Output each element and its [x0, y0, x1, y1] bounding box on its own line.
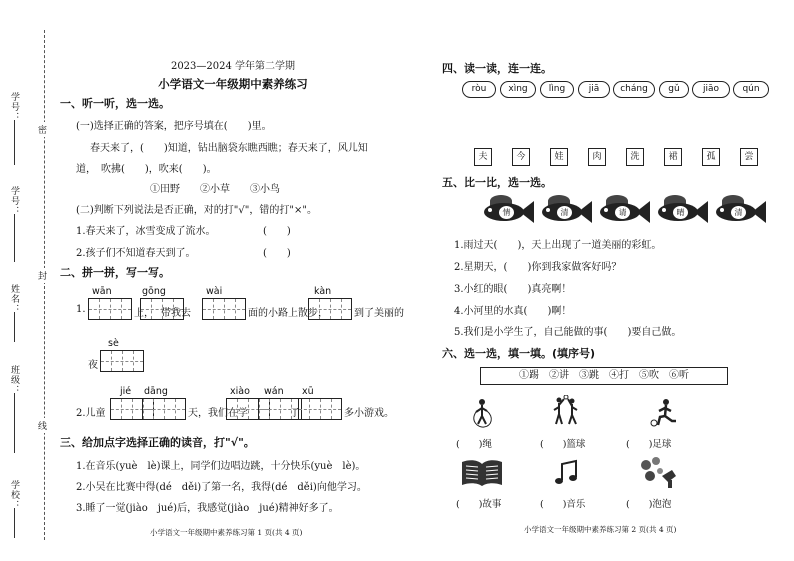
- binding-strip: [0, 0, 50, 561]
- s1-passage-line1: 春天来了，( )知道，钻出脑袋东瞧西瞧；春天来了，风儿知: [90, 143, 368, 154]
- pinyin-wan: wān: [92, 286, 112, 297]
- music-notes-icon: [552, 458, 584, 490]
- s2-text: 带我去: [161, 308, 191, 319]
- section-5-heading: 五、比一比，选一选。: [442, 176, 552, 189]
- binding-label-school: 学校：: [9, 480, 19, 510]
- page-2-footer: 小学语文一年级期中素养练习第 2 页(共 4 页): [524, 525, 677, 534]
- page-1: [58, 0, 408, 561]
- binding-fill-line: [14, 120, 15, 165]
- binding-label-id: 学号：: [9, 92, 19, 122]
- s5-q4: 4.小河里的水真( )啊！: [454, 306, 572, 317]
- page-1-footer: 小学语文一年级期中素养练习第 1 页(共 4 页): [150, 528, 303, 537]
- char-box-chang[interactable]: 尝: [740, 148, 758, 166]
- pinyin-jie: jié: [120, 386, 132, 397]
- s2-text: 天，我们在学: [188, 408, 248, 419]
- s1-part2-instruction: (二)判断下列说法是否正确，对的打"√"，错的打"×"。: [76, 205, 317, 216]
- char-box-jin[interactable]: 今: [512, 148, 530, 166]
- fish-icon: [534, 195, 594, 227]
- basketball-players-icon: [550, 395, 582, 427]
- fish-char: 晴: [672, 205, 689, 220]
- pinyin-oval-chang[interactable]: cháng: [613, 81, 655, 98]
- jump-rope-icon: [468, 397, 500, 429]
- char-box-fu[interactable]: 夫: [474, 148, 492, 166]
- char-box-qun[interactable]: 裙: [664, 148, 682, 166]
- s2-q2-number: 2.儿童: [76, 408, 106, 419]
- fish-char: 情: [498, 205, 515, 220]
- cut-mark-mi: 密: [38, 122, 47, 137]
- binding-label-id-2: 学号：: [9, 186, 19, 216]
- s1-passage-line2: 道， 吹拂( )，吹来( )。: [76, 164, 217, 175]
- s2-text: 了: [290, 408, 300, 419]
- s1-q1: 1.春天来了，冰雪变成了流水。: [76, 226, 216, 237]
- fish-char: 清: [556, 205, 573, 220]
- s6-label-story: ( )故事: [456, 499, 502, 510]
- s6-label-basketball: ( )篮球: [540, 439, 586, 450]
- pinyin-wan2: wán: [264, 386, 284, 397]
- pinyin-gong: gōng: [142, 286, 166, 297]
- pinyin-xiao: xiào: [230, 386, 250, 397]
- fish-icon: [592, 195, 652, 227]
- pinyin-wai: wài: [206, 286, 223, 297]
- pinyin-oval-xing[interactable]: xìng: [500, 81, 536, 98]
- s5-q3: 3.小红的眼( )真亮啊！: [454, 284, 572, 295]
- bubble-blower-icon: [638, 456, 678, 490]
- s6-label-football: ( )足球: [626, 439, 672, 450]
- s2-q1-number: 1.: [76, 304, 86, 315]
- fish-char: 清: [730, 205, 747, 220]
- binding-fill-line: [14, 393, 15, 453]
- binding-fill-line: [14, 214, 15, 262]
- pinyin-oval-jia[interactable]: jiā: [578, 81, 610, 98]
- section-3-heading: 三、给加点字选择正确的读音，打"√"。: [60, 436, 255, 449]
- s1-q2: 2.孩子们不知道春天到了。: [76, 248, 196, 259]
- writing-grid-se[interactable]: [100, 350, 144, 372]
- fish-char: 请: [614, 205, 631, 220]
- cut-mark-feng: 封: [38, 268, 47, 283]
- s1-q1-answer[interactable]: ( ): [263, 226, 291, 237]
- pinyin-oval-ling[interactable]: lìng: [540, 81, 574, 98]
- binding-dashed-line: [44, 30, 45, 540]
- pinyin-oval-qun[interactable]: qún: [733, 81, 769, 98]
- binding-label-class: 班级：: [9, 365, 19, 395]
- pinyin-oval-gu[interactable]: gǔ: [659, 81, 689, 98]
- writing-grid-wan[interactable]: [88, 298, 132, 320]
- fish-icon: [476, 195, 536, 227]
- s1-q2-answer[interactable]: ( ): [263, 248, 291, 259]
- s1-part1-instruction: (一)选择正确的答案，把序号填在( )里。: [76, 121, 272, 132]
- pinyin-kan: kàn: [314, 286, 332, 297]
- binding-fill-line: [14, 312, 15, 342]
- page-2: [440, 0, 785, 561]
- s6-choices: ①踢 ②讲 ③跳 ④打 ⑤吹 ⑥听: [480, 367, 728, 385]
- pinyin-xu: xū: [302, 386, 314, 397]
- s3-q3: 3.睡了一觉(jiào jué)后，我感觉(jiào jué)精神好多了。: [76, 503, 339, 514]
- exam-title: 小学语文一年级期中素养练习: [158, 77, 308, 91]
- binding-label-name: 姓名：: [9, 284, 19, 314]
- writing-grid-dang[interactable]: [142, 398, 186, 420]
- s5-q5: 5.我们是小学生了，自己能做的事( )要自己做。: [454, 327, 682, 338]
- soccer-player-icon: [650, 397, 682, 429]
- pinyin-dang: dāng: [144, 386, 168, 397]
- s2-text: 多小游戏。: [344, 408, 394, 419]
- s2-text: 夜: [88, 360, 98, 371]
- char-box-xi[interactable]: 洗: [626, 148, 644, 166]
- writing-grid-wai[interactable]: [202, 298, 246, 320]
- char-box-rou[interactable]: 肉: [588, 148, 606, 166]
- char-box-gu[interactable]: 孤: [702, 148, 720, 166]
- writing-grid-kan[interactable]: [308, 298, 352, 320]
- s5-q2: 2.星期天，( )你到我家做客好吗？: [454, 262, 622, 273]
- section-2-heading: 二、拼一拼，写一写。: [60, 266, 170, 279]
- fish-icon: [650, 195, 710, 227]
- s5-q1: 1.雨过天( )，天上出现了一道美丽的彩虹。: [454, 240, 662, 251]
- section-6-heading: 六、选一选，填一填。(填序号): [442, 347, 596, 360]
- cut-mark-xian: 线: [38, 418, 47, 433]
- s6-label-rope: ( )绳: [456, 439, 492, 450]
- open-book-icon: [460, 458, 504, 488]
- pinyin-se: sè: [108, 338, 119, 349]
- char-box-wa[interactable]: 娃: [550, 148, 568, 166]
- s3-q2: 2.小吴在比赛中得(dé děi)了第一名，我得(dé děi)向他学习。: [76, 482, 367, 493]
- school-year: 2023—2024 学年第二学期: [170, 61, 296, 72]
- s3-q1: 1.在音乐(yuè lè)课上，同学们边唱边跳，十分快乐(yuè lè)。: [76, 461, 366, 472]
- s2-text: 到了美丽的: [354, 308, 404, 319]
- pinyin-oval-rou[interactable]: ròu: [462, 81, 496, 98]
- s6-label-music: ( )音乐: [540, 499, 586, 510]
- writing-grid-xu[interactable]: [298, 398, 342, 420]
- fish-icon: [708, 195, 768, 227]
- s6-label-bubbles: ( )泡泡: [626, 499, 672, 510]
- s1-options: ①田野 ②小草 ③小鸟: [150, 184, 280, 195]
- s2-text: 面的小路上散步，: [248, 308, 328, 319]
- pinyin-oval-jiao[interactable]: jiāo: [692, 81, 730, 98]
- section-4-heading: 四、读一读，连一连。: [442, 62, 552, 75]
- s2-text: 上，: [134, 308, 154, 319]
- section-1-heading: 一、听一听，选一选。: [60, 97, 170, 110]
- binding-fill-line: [14, 508, 15, 538]
